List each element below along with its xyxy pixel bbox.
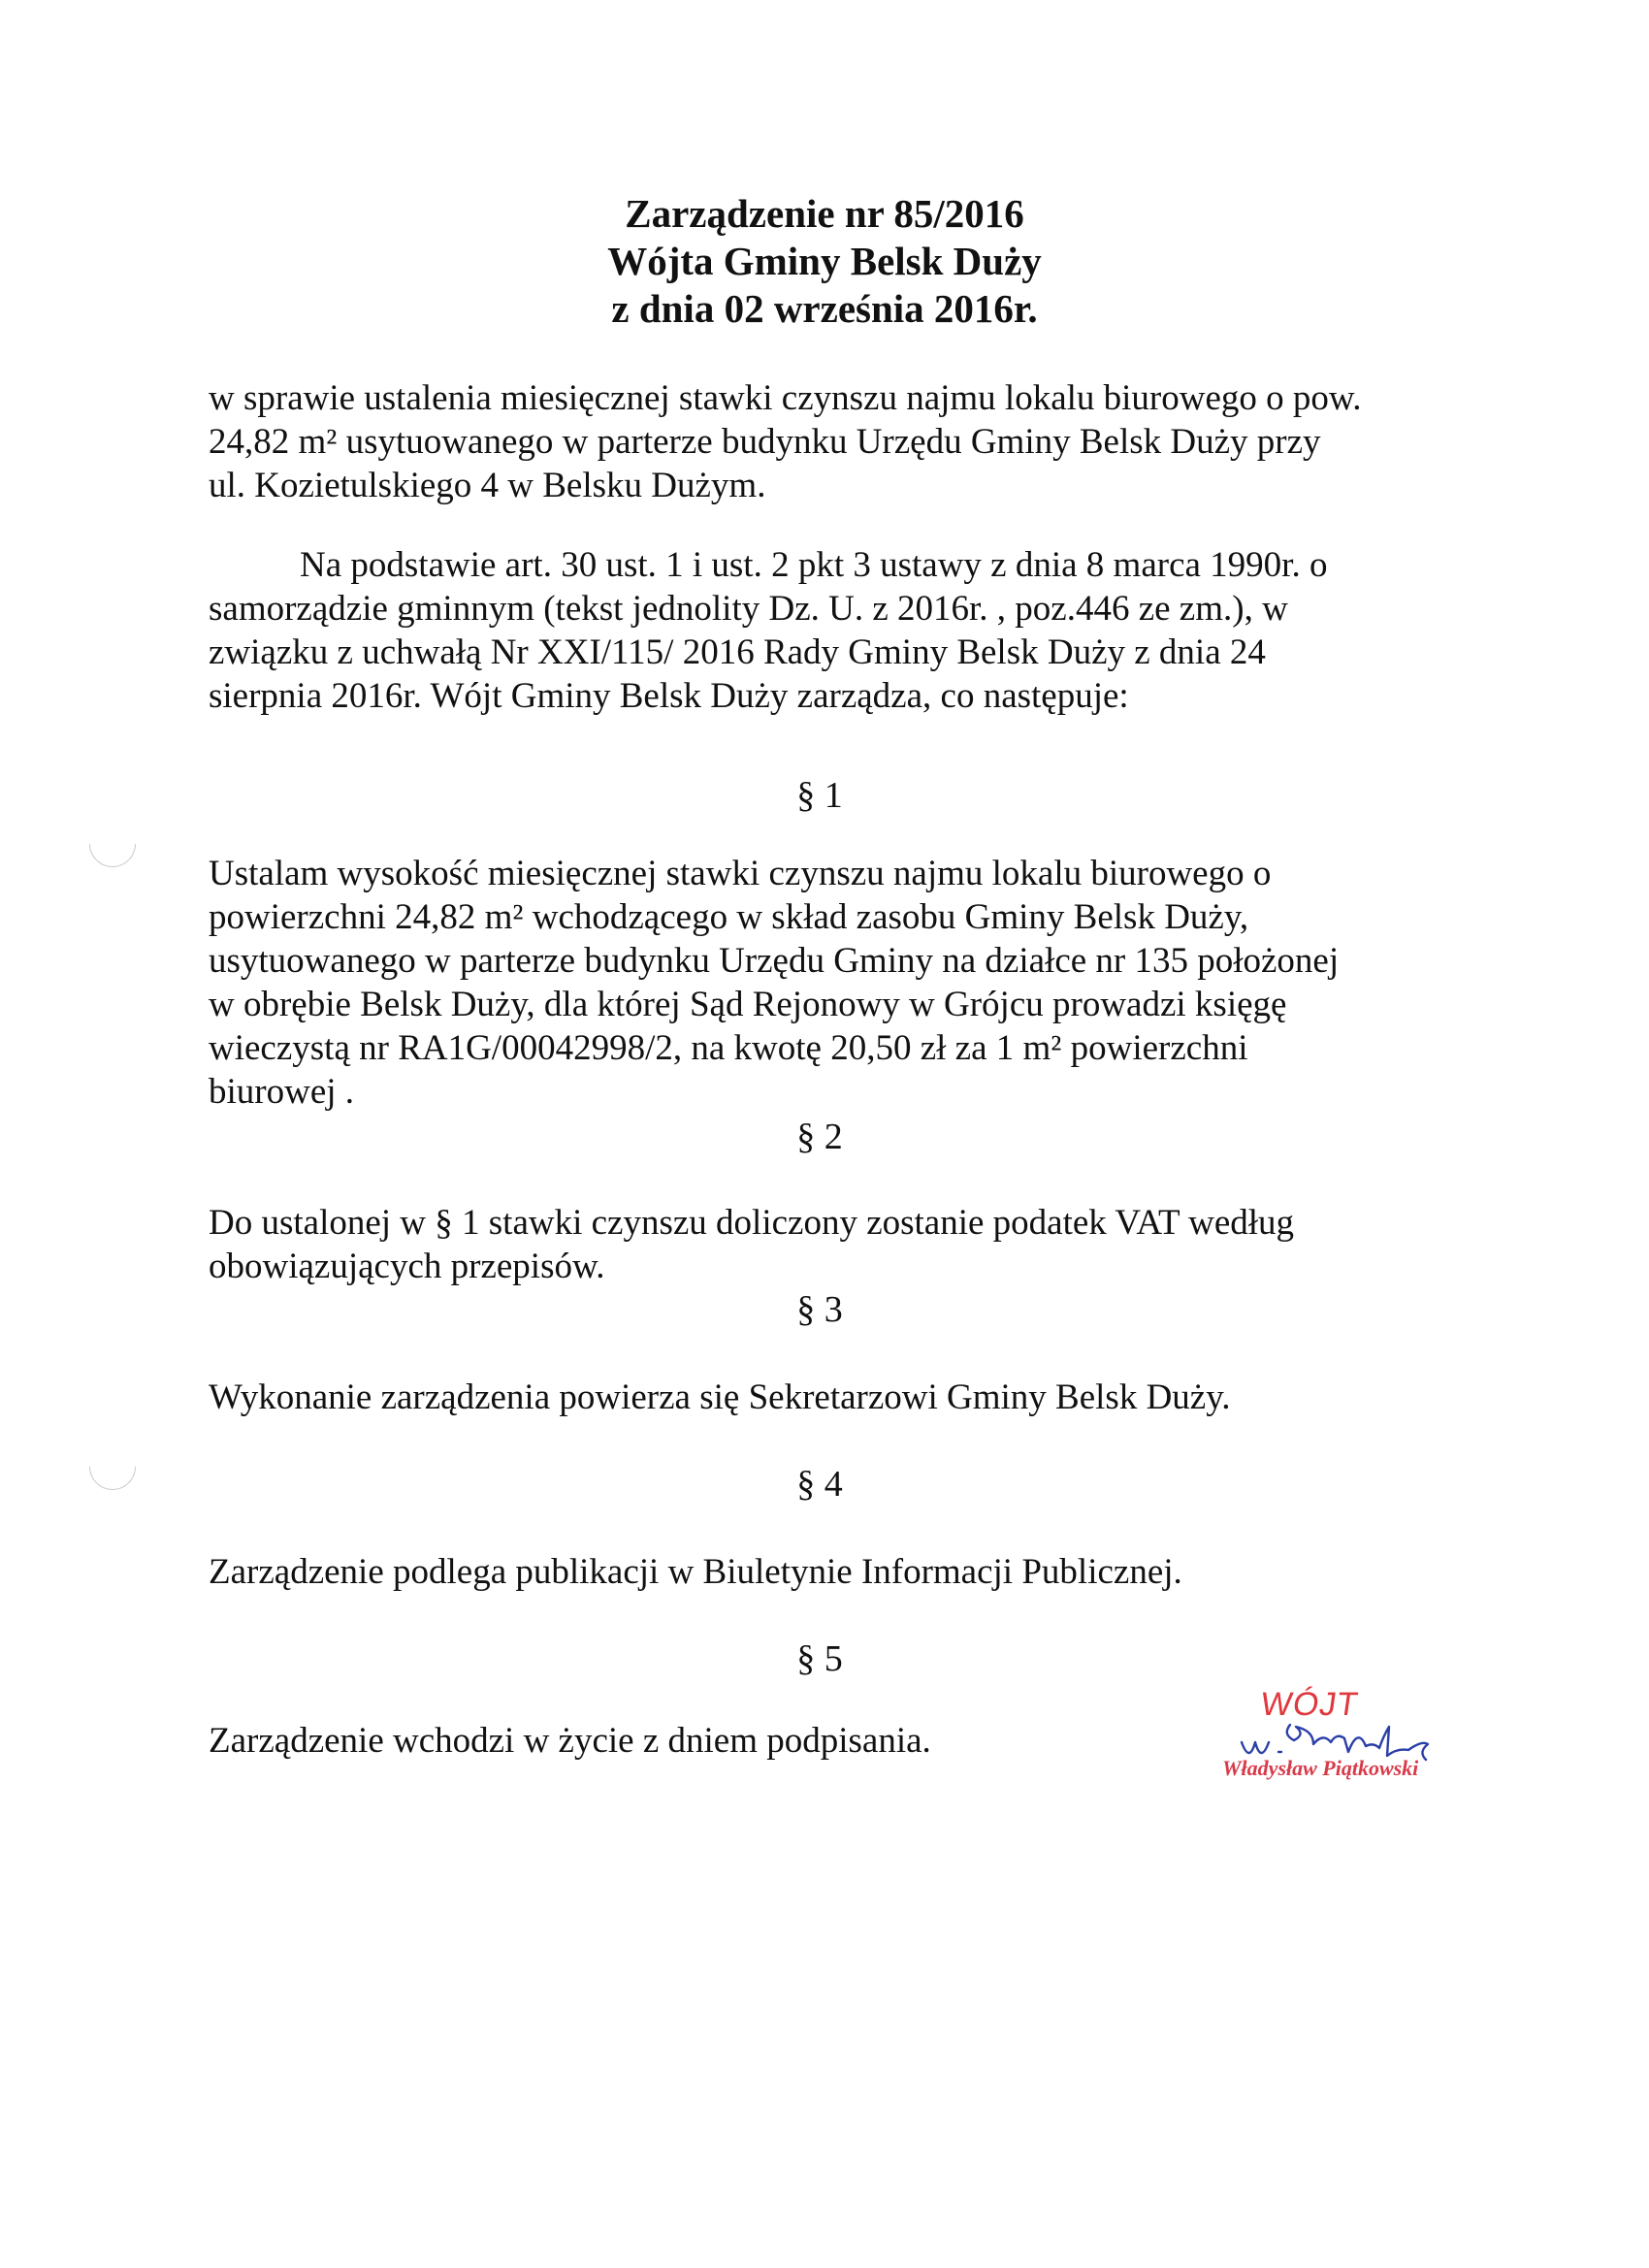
punch-hole-mark (80, 811, 146, 877)
section-4-text (209, 1550, 1182, 1594)
section-3-text (209, 1376, 1231, 1419)
section-1-text (209, 852, 1339, 1114)
subject-line: 24,82 m² usytuowanego w parterze budynku Urzędu Gminy Belsk Duży przy (209, 422, 1321, 462)
document-header (543, 190, 1106, 333)
paragraph-line: w obrębie Belsk Duży, dla której Sąd Rejonowy w Grójcu prowadzi księgę (209, 985, 1287, 1024)
section-heading-1: § 1 (796, 775, 843, 816)
paragraph-line: usytuowanego w parterze budynku Urzędu Gminy na działce nr 135 położonej (209, 941, 1340, 981)
paragraph-line: Ustalam wysokość miesięcznej stawki czynszu najmu lokalu biurowego o (209, 854, 1272, 893)
issue-date: z dnia 02 września 2016r. (611, 286, 1038, 331)
section-heading-3: § 3 (796, 1289, 843, 1330)
subject-paragraph (209, 376, 1450, 507)
stamp-name: Władysław Piątkowski (1222, 1756, 1419, 1780)
stamp-title: WÓJT (1258, 1686, 1362, 1723)
preamble-line: Na podstawie art. 30 ust. 1 i ust. 2 pkt 3 ustawy z dnia 8 marca 1990r. o (300, 545, 1328, 585)
paragraph-line: Wykonanie zarządzenia powierza się Sekretarzowi Gminy Belsk Duży. (209, 1377, 1231, 1417)
paragraph-line: Zarządzenie wchodzi w życie z dniem podpisania. (209, 1721, 931, 1761)
paragraph-line: powierzchni 24,82 m² wchodzącego w skład zasobu Gminy Belsk Duży, (209, 897, 1249, 937)
section-2-text (209, 1201, 1294, 1288)
punch-hole-mark (80, 1434, 146, 1500)
paragraph-line: Zarządzenie podlega publikacji w Biuletynie Informacji Publicznej. (209, 1552, 1182, 1592)
issuer: Wójta Gminy Belsk Duży (607, 239, 1042, 283)
paragraph-line: Do ustalonej w § 1 stawki czynszu doliczony zostanie podatek VAT według (209, 1203, 1295, 1243)
section-heading-2: § 2 (796, 1117, 843, 1157)
paragraph-line: biurowej . (209, 1072, 355, 1112)
paragraph-line: obowiązujących przepisów. (209, 1247, 605, 1286)
subject-line: ul. Kozietulskiego 4 w Belsku Dużym. (209, 466, 766, 505)
preamble-line: związku z uchwałą Nr XXI/115/ 2016 Rady Gminy Belsk Duży z dnia 24 (209, 632, 1266, 672)
signature-stamp (1212, 1686, 1504, 1802)
subject-line: w sprawie ustalenia miesięcznej stawki czynszu najmu lokalu biurowego o pow. (209, 378, 1362, 418)
section-heading-4: § 4 (796, 1464, 843, 1505)
preamble-line: samorządzie gminnym (tekst jednolity Dz. U. z 2016r. , poz.446 ze zm.), w (209, 589, 1288, 629)
paragraph-line: wieczystą nr RA1G/00042998/2, na kwotę 20,50 zł za 1 m² powierzchni (209, 1028, 1248, 1068)
order-number: Zarządzenie nr 85/2016 (625, 191, 1024, 236)
preamble-paragraph (209, 543, 1450, 718)
section-5-text (209, 1719, 931, 1763)
preamble-line: sierpnia 2016r. Wójt Gminy Belsk Duży zarządza, co następuje: (209, 676, 1129, 716)
section-heading-5: § 5 (796, 1638, 843, 1679)
